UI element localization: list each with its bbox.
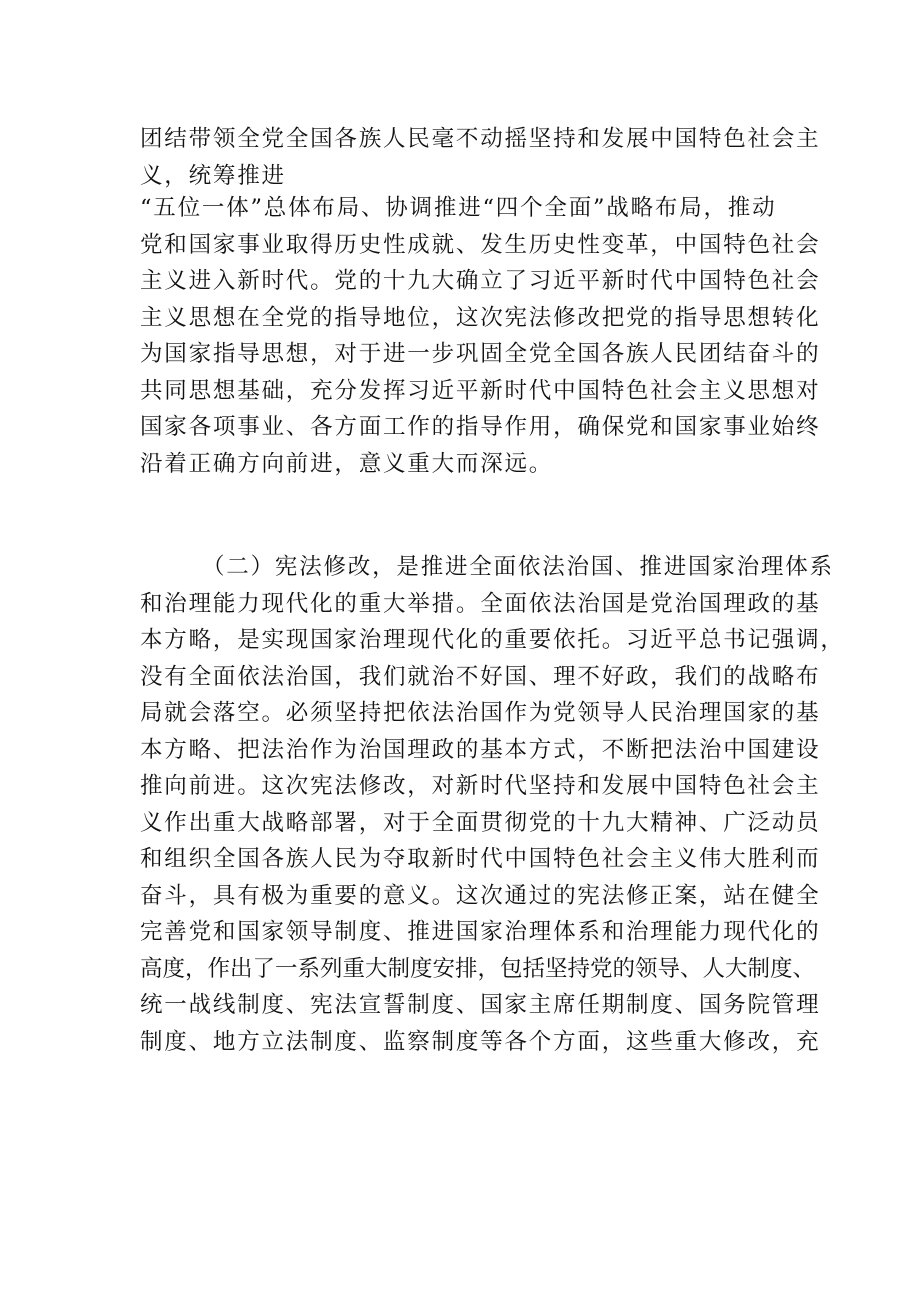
text-line: 制度、地方立法制度、监察制度等各个方面，这些重大修改，充 — [140, 1028, 821, 1055]
paragraph-2 — [140, 549, 845, 1060]
text-line: 团结带领全党全国各族人民毫不动摇坚持和发展中国特色社会主 — [140, 126, 821, 152]
text-line: 推向前进。这次宪法修改，对新时代坚持和发展中国特色社会主 — [140, 773, 821, 799]
text-line: 主义思想在全党的指导地位，这次宪法修改把党的指导思想转化 — [140, 304, 821, 331]
text-line: 没有全面依法治国，我们就治不好国、理不好政，我们的战略布 — [140, 663, 821, 690]
text-line: 为国家指导思想，对于进一步巩固全党全国各族人民团结奋斗的 — [140, 341, 821, 367]
text-line: （二）宪法修改，是推进全面依法治国、推进国家治理体系 — [202, 554, 834, 580]
text-line: 局就会落空。必须坚持把依法治国作为党领导人民治理国家的基 — [140, 700, 821, 726]
text-line: 主义进入新时代。党的十九大确立了习近平新时代中国特色社会 — [140, 268, 821, 294]
text-line: 统一战线制度、宪法宣誓制度、国家主席任期制度、国务院管理 — [140, 992, 821, 1018]
text-line: “五位一体”总体布局、协调推进“四个全面”战略布局，推动 — [140, 195, 777, 221]
text-line: 党和国家事业取得历史性成就、发生历史性变革，中国特色社会 — [140, 231, 821, 258]
text-line: 共同思想基础，充分发挥习近平新时代中国特色社会主义思想对 — [140, 377, 821, 404]
text-line: 沿着正确方向前进，意义重大而深远。 — [140, 450, 554, 477]
text-line: 和组织全国各族人民为夺取新时代中国特色社会主义伟大胜利而 — [140, 846, 821, 872]
text-line: 国家各项事业、各方面工作的指导作用，确保党和国家事业始终 — [140, 414, 821, 440]
text-line: 本方略、把法治作为治国理政的基本方式，不断把法治中国建设 — [140, 736, 821, 763]
text-line: 完善党和国家领导制度、推进国家治理体系和治理能力现代化的 — [140, 919, 821, 945]
text-line: 奋斗，具有极为重要的意义。这次通过的宪法修正案，站在健全 — [140, 882, 821, 909]
text-line: 义，统筹推进 — [140, 162, 286, 189]
paragraph-1 — [140, 121, 821, 482]
text-line: 高度，作出了一系列重大制度安排，包括坚持党的领导、人大制度、 — [140, 955, 816, 982]
text-line: 和治理能力现代化的重大举措。全面依法治国是党治国理政的基 — [140, 590, 821, 617]
text-line: 本方略，是实现国家治理现代化的重要依托。习近平总书记强调， — [140, 627, 845, 653]
text-line: 义作出重大战略部署，对于全面贯彻党的十九大精神、广泛动员 — [140, 809, 821, 836]
